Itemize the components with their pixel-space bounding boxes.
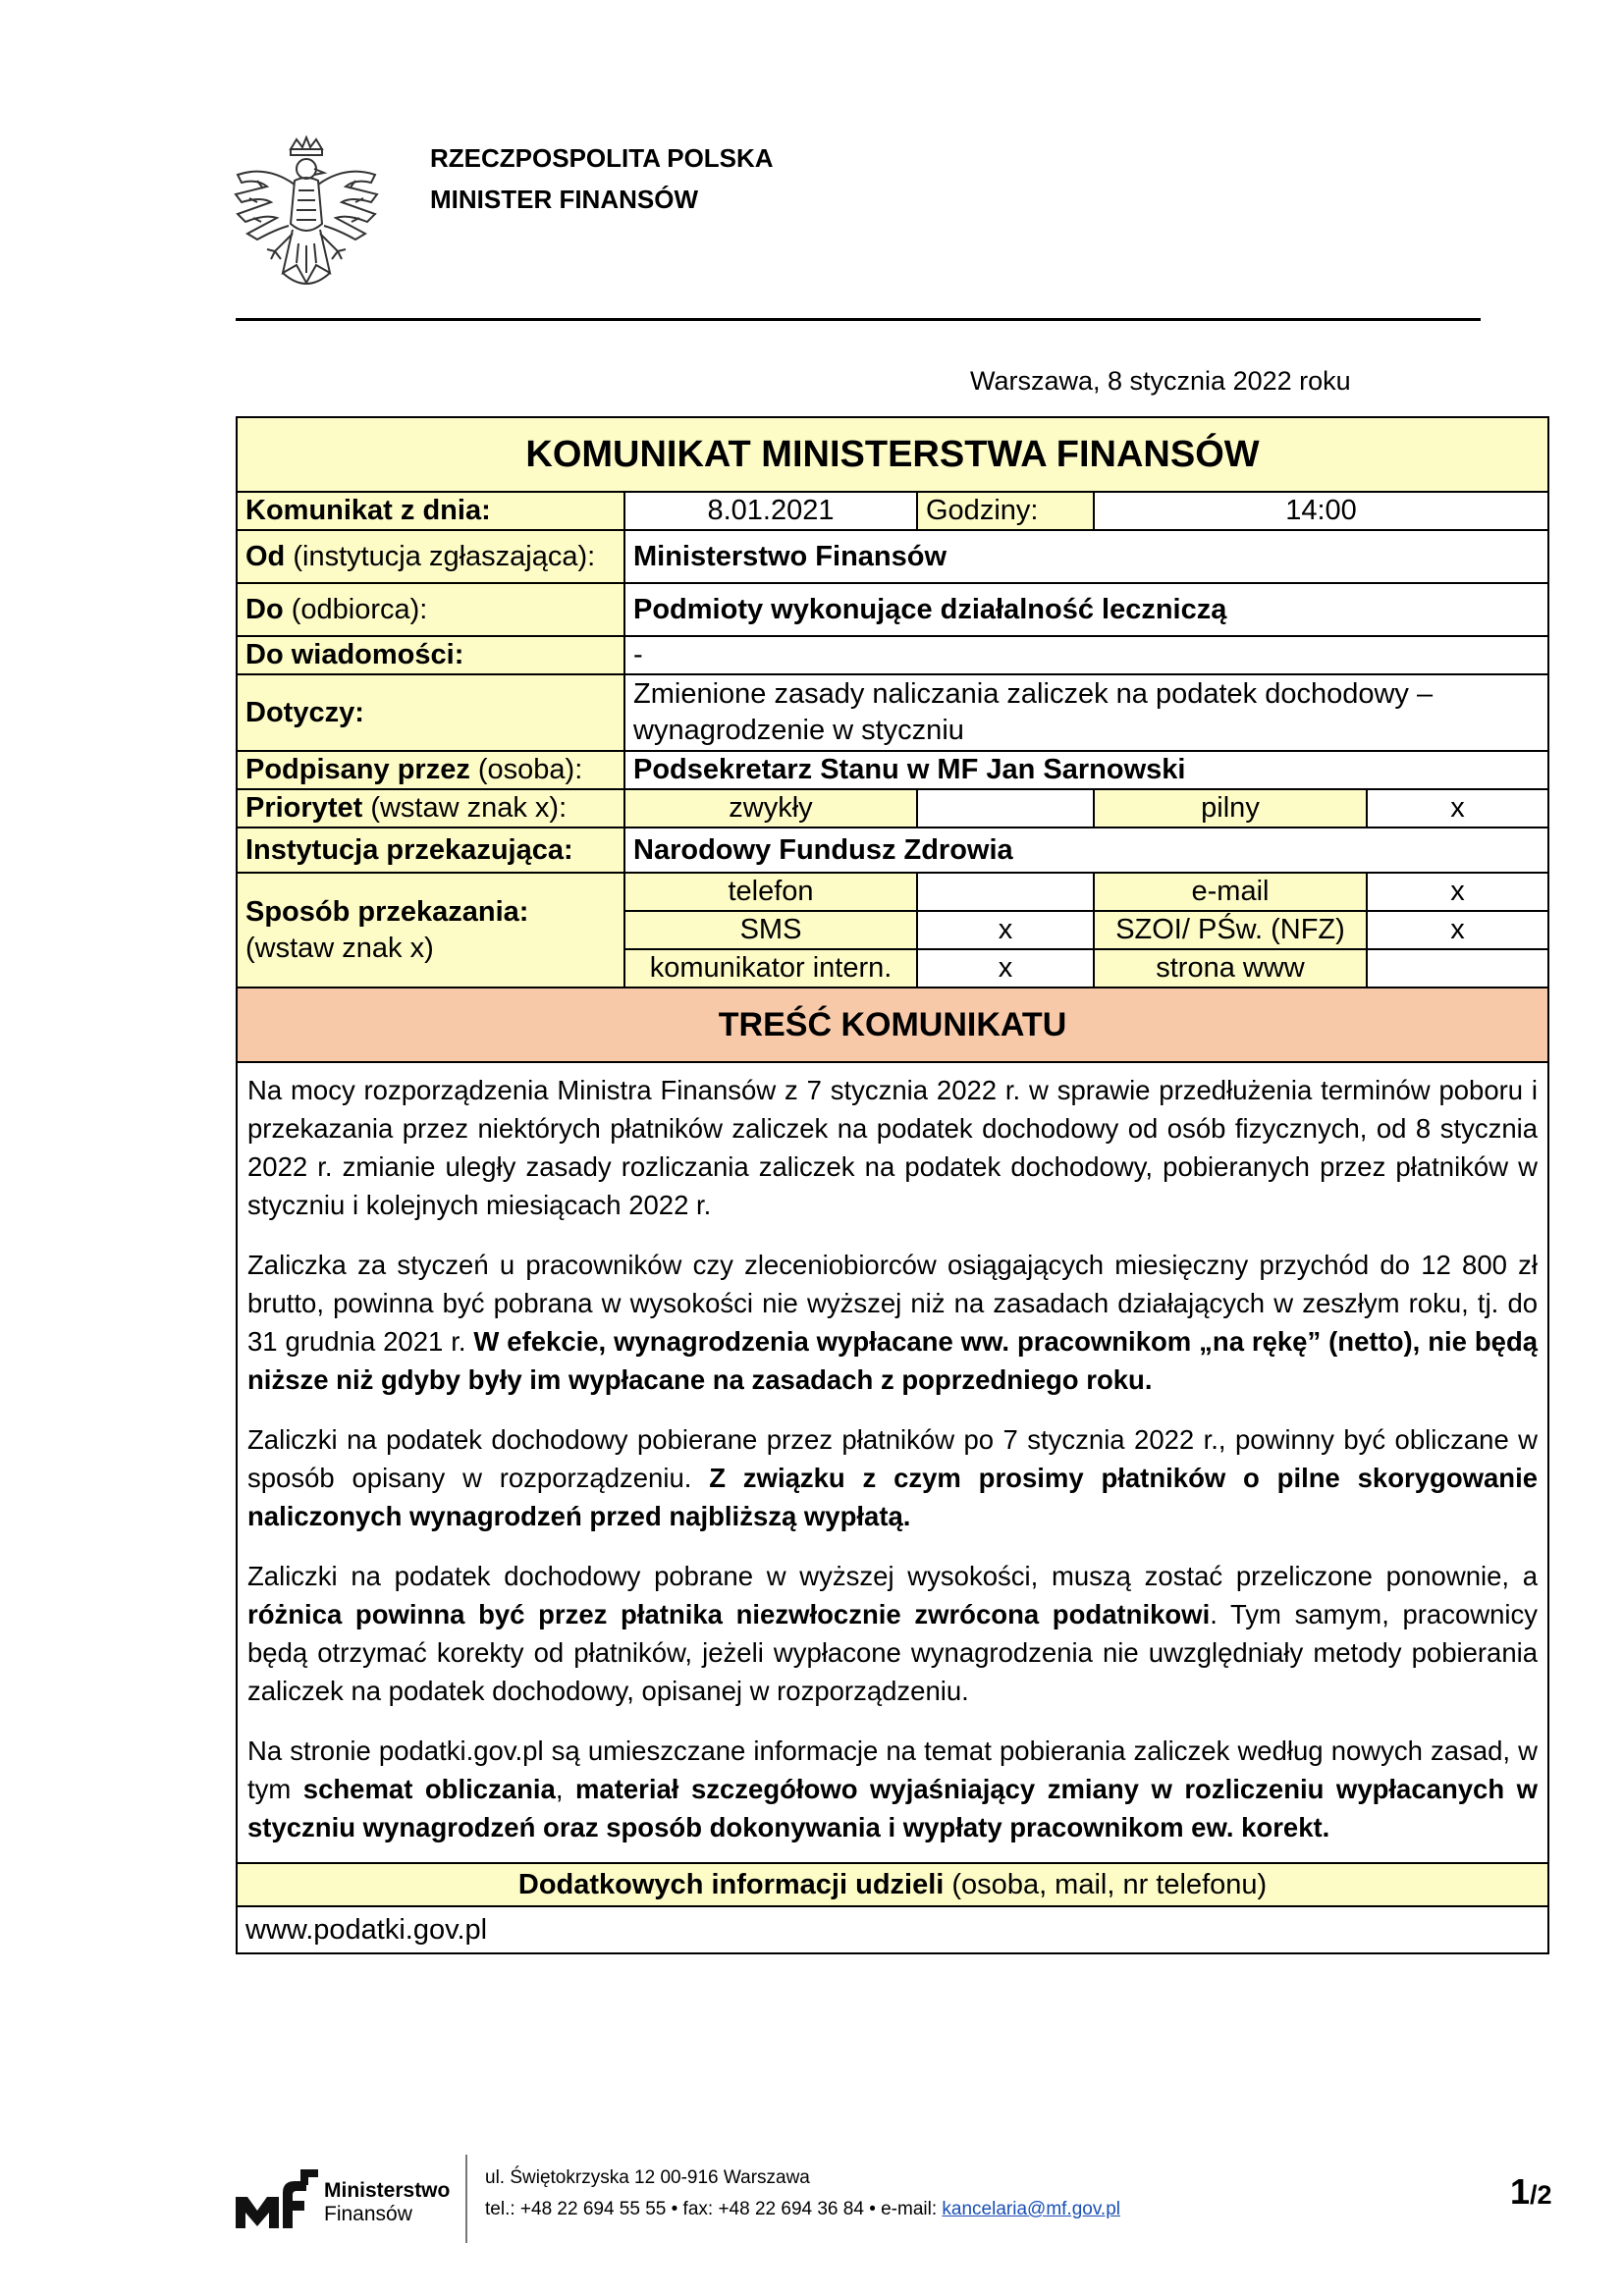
hours-label: Godziny: xyxy=(917,492,1094,530)
addinfo-bold: Dodatkowych informacji udzieli xyxy=(517,1868,945,1900)
footer-email-link[interactable]: kancelaria@mf.gov.pl xyxy=(942,2199,1120,2219)
signed-value: Podsekretarz Stanu w MF Jan Sarnowski xyxy=(624,751,1548,789)
from-value: Ministerstwo Finansów xyxy=(624,530,1548,583)
priority-urgent-mark: x xyxy=(1367,789,1548,828)
method-label-bold: Sposób przekazania: xyxy=(245,895,529,928)
footer-divider xyxy=(465,2155,467,2243)
content-paragraph-2 xyxy=(247,1246,1538,1399)
addinfo-heading xyxy=(237,1863,1548,1906)
p5-text-a: Na stronie podatki.gov.pl są umieszczane informacje na temat pobierania zaliczek według nowych zasad, w tym xyxy=(247,1735,1539,1804)
p2-text: Zaliczka za styczeń u pracowników czy zleceniobiorców osiągających miesięczny przychód do 12 800 zł brutto, powinna być pobrana w wysokości nie wyższej niż na zasadach działających w zeszłym roku, tj. do 31 grudnia 2021 r. xyxy=(247,1250,1539,1357)
priority-label xyxy=(237,789,624,828)
logo-line-2: Finansów xyxy=(324,2203,412,2225)
form-title: KOMUNIKAT MINISTERSTWA FINANSÓW xyxy=(237,417,1548,492)
from-label xyxy=(237,530,624,583)
method-web-label: strona www xyxy=(1094,949,1367,988)
p4-bold: różnica powinna być przez płatnika niezwłocznie zwrócona podatnikowi xyxy=(247,1599,1211,1629)
hours-value: 14:00 xyxy=(1094,492,1548,530)
country-name: RZECZPOSPOLITA POLSKA xyxy=(430,143,774,173)
content-paragraph-4 xyxy=(247,1557,1538,1710)
method-web-mark xyxy=(1367,949,1548,988)
date-value: 8.01.2021 xyxy=(624,492,917,530)
method-email-mark: x xyxy=(1367,873,1548,911)
content-paragraph-3 xyxy=(247,1420,1538,1535)
signed-label xyxy=(237,751,624,789)
p4-text-a: Zaliczki na podatek dochodowy pobrane w wyższej wysokości, muszą zostać przeliczone ponownie, a xyxy=(247,1561,1539,1591)
signed-label-bold: Podpisany przez xyxy=(245,754,470,785)
content-body xyxy=(237,1062,1548,1863)
content-heading: TREŚĆ KOMUNIKATU xyxy=(237,988,1548,1062)
transfer-institution-label: Instytucja przekazująca: xyxy=(237,828,624,873)
content-paragraph-5 xyxy=(247,1732,1538,1846)
date-label: Komunikat z dnia: xyxy=(237,492,624,530)
priority-normal-label: zwykły xyxy=(624,789,917,828)
content-paragraph-1: Na mocy rozporządzenia Ministra Finansów z 7 stycznia 2022 r. w sprawie przedłużenia terminów poboru i przekazania przez niektórych płatników zaliczek na podatek dochodowy od osób fizycznych, od 8 stycznia 2022 r. zmianie uległy zasady rozliczania zaliczek na podatek dochodowy, pobieranych przez płatników w styczniu i kolejnych miesiącach 2022 r. xyxy=(247,1075,1539,1220)
to-label-bold: Do xyxy=(245,593,284,625)
footer-contact: tel.: +48 22 694 55 55 • fax: +48 22 694 36 84 • e-mail: xyxy=(485,2199,943,2219)
to-label-rest: (odbiorca): xyxy=(283,593,428,625)
from-label-bold: Od xyxy=(245,540,286,572)
p5-text-c: , xyxy=(555,1774,575,1804)
to-value: Podmioty wykonujące działalność leczniczą xyxy=(624,583,1548,636)
communique-form xyxy=(236,416,1549,1954)
cc-value: - xyxy=(624,636,1548,674)
footer-address: ul. Świętokrzyska 12 00-916 Warszawa xyxy=(485,2167,810,2188)
signed-label-rest: (osoba): xyxy=(469,754,583,785)
method-messenger-mark: x xyxy=(917,949,1094,988)
page-current: 1 xyxy=(1510,2171,1531,2212)
header-block xyxy=(430,137,774,220)
p2-bold: W efekcie, wynagrodzenia wypłacane ww. pracownikom „na rękę” (netto), nie będą niższe niż gdyby były im wypłacane na zasadach z poprzedniego roku. xyxy=(247,1326,1539,1395)
priority-label-bold: Priorytet xyxy=(245,792,363,824)
priority-label-rest: (wstaw znak x): xyxy=(362,792,568,824)
priority-urgent-label: pilny xyxy=(1094,789,1367,828)
addinfo-rest: (osoba, mail, nr telefonu) xyxy=(944,1868,1268,1900)
priority-normal-mark xyxy=(917,789,1094,828)
to-label xyxy=(237,583,624,636)
subject-value: Zmienione zasady naliczania zaliczek na podatek dochodowy – wynagrodzenie w styczniu xyxy=(624,674,1548,751)
website-value: www.podatki.gov.pl xyxy=(237,1906,1548,1953)
header-divider xyxy=(236,318,1481,321)
method-sms-label: SMS xyxy=(624,911,917,949)
subject-label: Dotyczy: xyxy=(237,674,624,751)
method-szoi-mark: x xyxy=(1367,911,1548,949)
office-name: MINISTER FINANSÓW xyxy=(430,185,698,214)
ministry-logo xyxy=(234,2167,460,2232)
document-date: Warszawa, 8 stycznia 2022 roku xyxy=(970,366,1351,396)
from-label-rest: (instytucja zgłaszająca): xyxy=(285,540,596,572)
footer-address-block xyxy=(485,2163,1120,2225)
mf-logo-mark-icon xyxy=(234,2167,324,2230)
page-total: /2 xyxy=(1530,2180,1552,2210)
method-sms-mark: x xyxy=(917,911,1094,949)
method-phone-label: telefon xyxy=(624,873,917,911)
p3-bold: Z związku z czym prosimy płatników o pilne skorygowanie naliczonych wynagrodzeń przed najbliższą wypłatą. xyxy=(247,1463,1539,1531)
p5-bold-b: schemat obliczania xyxy=(302,1774,556,1804)
p3-text: Zaliczki na podatek dochodowy pobierane przez płatników po 7 stycznia 2022 r., powinny być obliczane w sposób opisany w rozporządzeniu. xyxy=(247,1424,1539,1493)
transfer-institution-value: Narodowy Fundusz Zdrowia xyxy=(624,828,1548,873)
polish-eagle-emblem-icon xyxy=(228,135,385,302)
p5-bold-d: materiał szczegółowo wyjaśniający zmiany w rozliczeniu wypłacanych w styczniu wynagrodzeń oraz sposób dokonywania i wypłaty pracownikom ew. korekt. xyxy=(247,1774,1539,1842)
method-email-label: e-mail xyxy=(1094,873,1367,911)
logo-text xyxy=(324,2179,450,2226)
page-number xyxy=(1510,2171,1552,2213)
cc-label: Do wiadomości: xyxy=(237,636,624,674)
method-szoi-label: SZOI/ PŚw. (NFZ) xyxy=(1094,911,1367,949)
p4-text-c: . Tym samym, pracownicy będą otrzymać korekty od płatników, jeżeli wypłacone wynagrodzenia nie uwzględniały metody pobierania zaliczek na podatek dochodowy, opisanej w rozporządzeniu. xyxy=(247,1599,1539,1706)
method-phone-mark xyxy=(917,873,1094,911)
footer-contact-line xyxy=(485,2194,1120,2225)
method-messenger-label: komunikator intern. xyxy=(624,949,917,988)
method-label xyxy=(237,873,624,988)
method-label-rest: (wstaw znak x) xyxy=(245,932,434,964)
logo-line-1: Ministerstwo xyxy=(324,2179,451,2202)
